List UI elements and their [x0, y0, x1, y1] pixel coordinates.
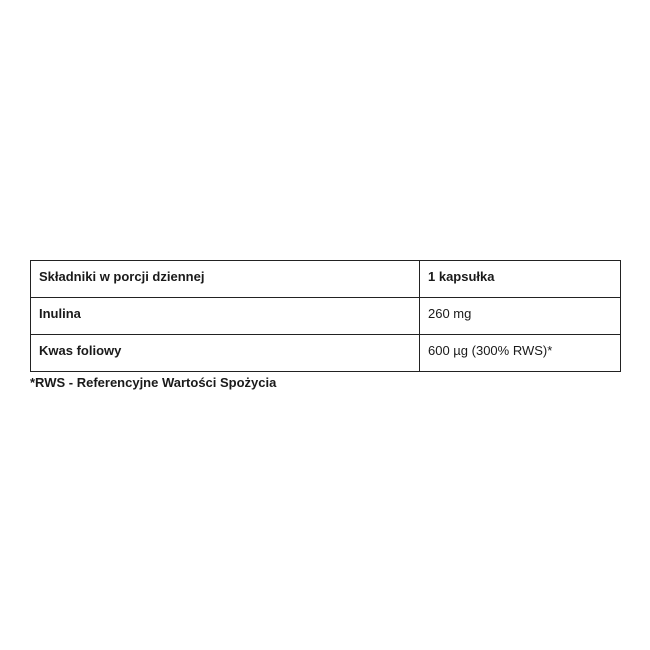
table-row	[31, 335, 621, 372]
header-serving-cell: 1 kapsułka	[420, 261, 621, 298]
header-ingredients-cell: Składniki w porcji dziennej	[31, 261, 420, 298]
ingredient-name: Inulina	[31, 298, 420, 335]
nutrition-table	[30, 260, 621, 372]
table-row	[31, 298, 621, 335]
ingredient-name: Kwas foliowy	[31, 335, 420, 372]
ingredient-amount: 260 mg	[420, 298, 621, 335]
ingredient-amount: 600 µg (300% RWS)*	[420, 335, 621, 372]
footnote: *RWS - Referencyjne Wartości Spożycia	[30, 375, 277, 390]
table-header-row	[31, 261, 621, 298]
